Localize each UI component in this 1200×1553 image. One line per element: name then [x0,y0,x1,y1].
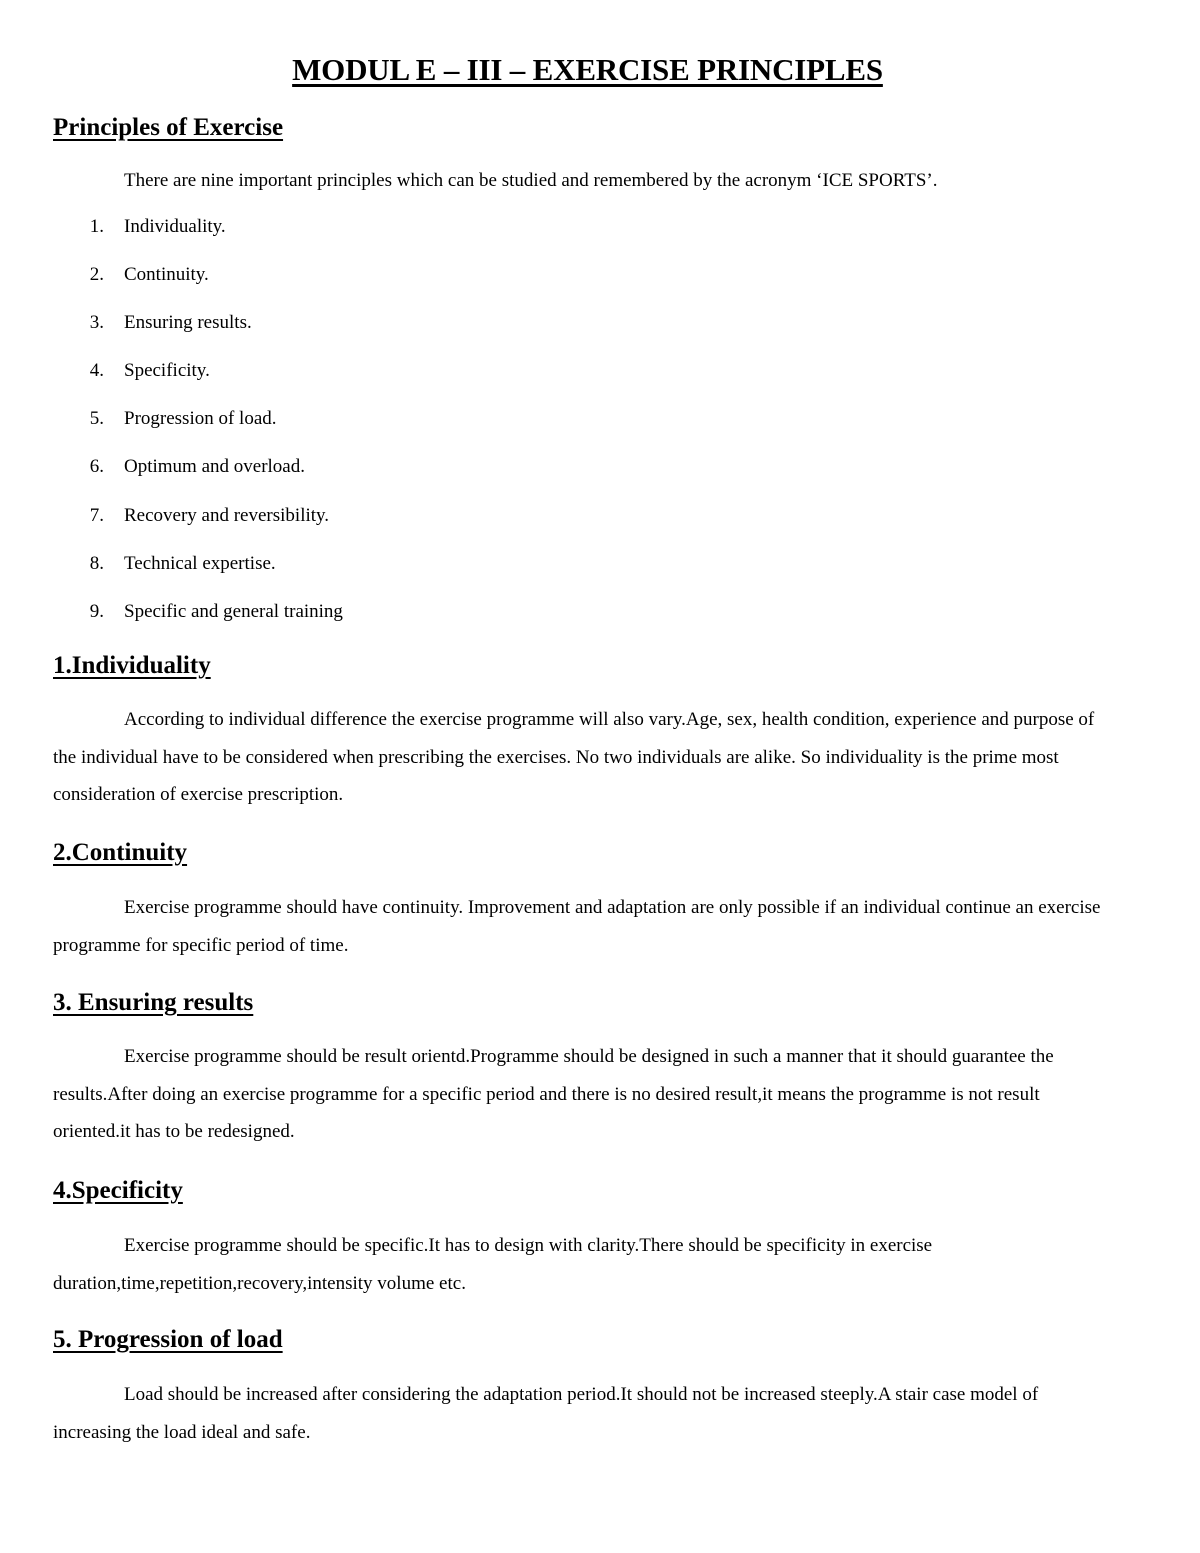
section-heading-specificity: 4.Specificity [53,1177,183,1204]
section-body-continuity [53,889,1113,964]
intro-paragraph: There are nine important principles which can be studied and remembered by the acronym ‘ICE SPORTS’. [124,170,938,191]
list-number: 4. [89,360,104,382]
section-body-text: Exercise programme should be result orientd.Programme should be designed in such a manner that it should guarantee the results.After doing an exercise programme for a specific period and there is no desired result,it means the programme is not result oriented.it has to be redesigned. [53,1046,1054,1142]
section-body-text: Exercise programme should have continuity. Improvement and adaptation are only possible if an individual continue an exercise programme for specific period of time. [53,897,1101,956]
list-text: Recovery and reversibility. [124,504,330,526]
section-body-text: Load should be increased after considering the adaptation period.It should not be increased steeply.A stair case model of increasing the load ideal and safe. [53,1384,1039,1443]
list-text: Specific and general training [124,600,343,622]
section-body-text: According to individual difference the exercise programme will also vary.Age, sex, health condition, experience and purpose of the individual have to be considered when prescribing the exercises. No two individuals are alike. So individuality is the prime most consideration of exercise prescription. [53,709,1095,805]
section-body-progression-of-load [53,1376,1113,1451]
list-number: 8. [89,552,104,574]
section-heading-continuity: 2.Continuity [53,839,188,866]
list-text: Technical expertise. [124,552,276,574]
list-number: 7. [89,504,104,526]
list-number: 6. [89,456,104,478]
section-body-ensuring-results [53,1038,1113,1151]
section-heading-progression-of-load: 5. Progression of load [53,1326,283,1353]
page-title: MODUL E – III – EXERCISE PRINCIPLES [292,52,883,87]
list-text: Ensuring results. [124,312,252,334]
list-text: Specificity. [124,360,210,382]
section-body-individuality [53,701,1113,814]
section-heading-principles: Principles of Exercise [53,114,284,141]
section-heading-ensuring-results: 3. Ensuring results [53,989,254,1016]
section-body-text: Exercise programme should be specific.It has to design with clarity.There should be specificity in exercise duration,time,repetition,recovery,intensity volume etc. [53,1235,933,1294]
section-body-specificity [53,1227,1113,1302]
list-text: Optimum and overload. [124,456,305,478]
list-text: Continuity. [124,264,209,286]
list-number: 9. [89,600,104,622]
list-text: Individuality. [124,216,226,237]
list-number: 2. [89,264,104,286]
list-text: Progression of load. [124,408,277,430]
section-heading-individuality: 1.Individuality [53,652,211,679]
list-number: 5. [89,408,104,430]
list-number: 3. [89,312,104,334]
list-number: 1. [89,216,104,237]
